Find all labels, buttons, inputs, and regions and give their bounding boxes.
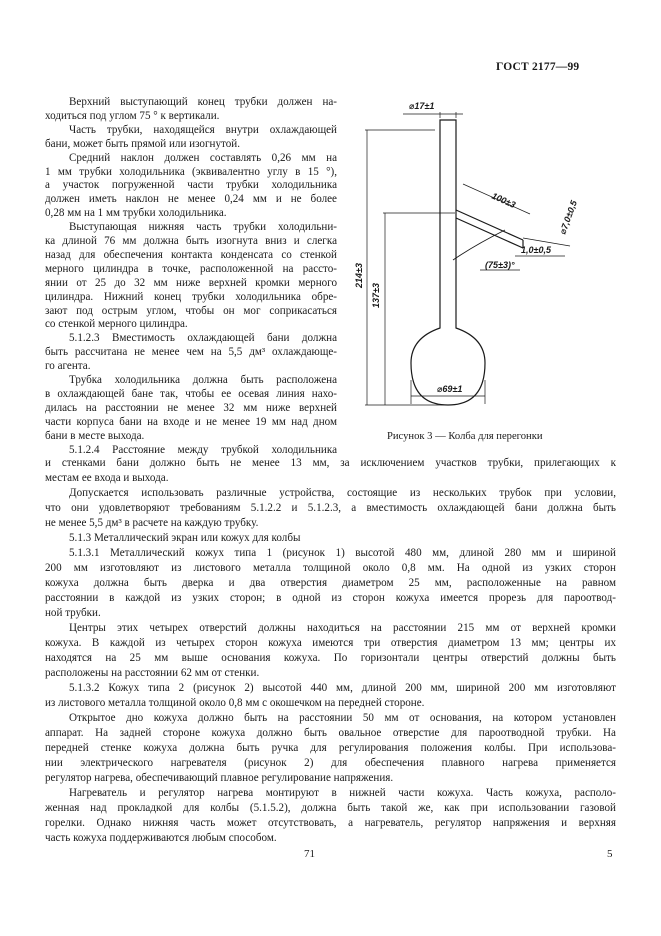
- side-arm: [456, 210, 523, 248]
- text-line: аппарат. На задней стороне кожуха должно быть овальное отверстие для пароотводной трубки. На: [45, 727, 616, 739]
- text-line: со стенкой мерного цилиндра.: [45, 318, 188, 331]
- text-line: находятся на 25 мм выше основания кожуха. По горизонтали центры отверстий должны быть: [45, 652, 616, 664]
- dim-neck-label: ⌀17±1: [409, 101, 435, 111]
- text-line: 5.1.3.1 Металлический кожух типа 1 (рисунок 1) высотой 480 мм, длиной 280 мм и шириной: [69, 547, 616, 559]
- text-line: Центры этих четырех отверстий должны находиться на расстоянии 215 мм от верхней кромки: [69, 622, 616, 634]
- text-line: расстоянии в каждой из узких сторон; в одной из сторон кожуха имеется прорезь для пароотвод-: [45, 592, 616, 604]
- text-line: назад для обеспечения контакта конденсата со стенкой: [45, 248, 337, 261]
- text-line: дилась на расстоянии не менее 32 мм ниже верхней: [45, 401, 337, 414]
- dim-side-height-label: 137±3: [371, 283, 381, 308]
- text-line: бани, может быть прямой или изогнутой.: [45, 137, 240, 150]
- dim-arm-diameter-label: ⌀7,0±0,5: [557, 199, 579, 236]
- text-line: расположены на расстоянии 62 мм от стенки.: [45, 667, 260, 679]
- text-line: Верхний выступающий конец трубки должен на-: [69, 96, 337, 108]
- text-line: 5.1.3.2 Кожух типа 2 (рисунок 2) высотой 440 мм, длиной 200 мм, шириной 200 мм изготовляют: [69, 682, 616, 694]
- text-line: 5.1.2.3 Вместимость охлаждающей бани должна: [69, 332, 337, 345]
- text-line: бани в месте выхода.: [45, 429, 145, 442]
- text-line: не менее 5,5 дм³ в расчете на каждую трубку.: [45, 517, 259, 529]
- figure-caption: Рисунок 3 — Колба для перегонки: [387, 431, 543, 442]
- text-line: а участок погруженной части трубки холодильника: [45, 179, 337, 192]
- standard-header: ГОСТ 2177—99: [496, 61, 580, 73]
- text-line: ходиться под углом 75 ° к вертикали.: [45, 109, 220, 122]
- text-line: мерного цилиндра в точке, расположенной на рассто-: [45, 262, 337, 275]
- text-line: ка длиной 76 мм должна быть изогнута вниз и слегка: [45, 235, 337, 247]
- text-line: Выступающая нижняя часть трубки холодильни-: [69, 221, 337, 234]
- dim-arm-length-label: 100±3: [490, 190, 518, 210]
- dim-angle-label: (75±3)°: [485, 260, 515, 270]
- page-number-center: 71: [304, 848, 315, 860]
- text-line: передней стенке кожуха должна быть ручка для регулирования положения колбы. При использова-: [45, 742, 616, 754]
- text-line: женная над прокладкой для колбы (5.1.5.2), должна быть такой же, как при использовании газовой: [45, 802, 616, 814]
- text-line: Нагреватель и регулятор нагрева монтируют в нижней части кожуха. Часть кожуха, располо-: [69, 787, 616, 799]
- text-line: цилиндра. Нижний конец трубки холодильника обре-: [45, 290, 337, 303]
- flask-drawing: [345, 80, 595, 440]
- text-line: Допускается использовать различные устройства, состоящие из нескольких трубок при условии,: [69, 487, 616, 499]
- dim-bulb-label: ⌀69±1: [437, 384, 463, 394]
- text-line: должен иметь наклон не менее 0,24 мм и не более: [45, 193, 337, 206]
- text-line: ной трубки.: [45, 607, 101, 619]
- text-line: 5.1.2.4 Расстояние между трубкой холодильника: [69, 443, 337, 456]
- text-line: регулятор нагрева, обеспечивающий плавное регулирование напряжения.: [45, 772, 394, 784]
- flask-outline: [411, 120, 485, 405]
- flask-figure: [345, 80, 595, 440]
- text-line: янии от 25 до 32 мм ниже верхней кромки мерного: [45, 276, 337, 289]
- text-line: кожуха должна быть дверка и два отверстия диаметром 25 мм, расположенные на равном: [45, 577, 616, 589]
- text-line: быть рассчитана не менее чем на 5,5 дм³ охлаждающе-: [45, 346, 337, 359]
- text-line: горелки. Однако нижняя часть может отсутствовать, а нагреватель, регулятор напряжения и верхняя: [45, 817, 616, 829]
- text-line: Часть трубки, находящейся внутри охлаждающей: [69, 123, 337, 136]
- text-line: и стенками бани должно быть не менее 13 мм, за исключением участков трубки, прилегающих к: [45, 457, 616, 469]
- text-line: 5.1.3 Металлический экран или кожух для колбы: [69, 532, 301, 544]
- text-line: кожуха. В каждой из четырех сторон кожуха имеются три отверстия диаметром 13 мм; центры их: [45, 637, 616, 649]
- text-line: 200 мм изготовляют из листового металла толщиной около 0,8 мм. На одной из узких сторон: [45, 562, 616, 574]
- dim-total-height-label: 214±3: [354, 263, 364, 288]
- text-line: го агента.: [45, 360, 91, 373]
- text-line: 1 мм трубки холодильника (эквивалентно углу в 15 °),: [45, 165, 337, 178]
- text-line: зают под острым углом, чтобы он мог соприкасаться: [45, 304, 337, 317]
- text-line: из листового металла толщиной около 0,8 мм с окошечком на передней стороне.: [45, 697, 425, 709]
- text-line: что они удовлетворяют требованиям 5.1.2.2 и 5.1.2.3, а вместимость охлаждающей бани должна быть: [45, 502, 616, 514]
- dim-wall-label: 1,0±0,5: [521, 245, 551, 255]
- text-line: часть кожуха поддерживаются любым способом.: [45, 832, 277, 844]
- text-line: 0,28 мм на 1 мм трубки холодильника.: [45, 207, 227, 220]
- text-line: Трубка холодильника должна быть расположена: [69, 374, 337, 386]
- text-line: местам ее входа и выхода.: [45, 472, 169, 484]
- text-line: нии электрического нагревателя (рисунок 2) для обеспечения плавного нагрева применяется: [45, 757, 616, 769]
- text-line: в охлаждающей бане так, чтобы ее осевая линия нахо-: [45, 387, 337, 400]
- text-line: Средний наклон должен составлять 0,26 мм на: [69, 151, 337, 164]
- text-line: Открытое дно кожуха должно быть на расстоянии 50 мм от основания, на котором установлен: [69, 712, 616, 724]
- page-number-right: 5: [607, 848, 613, 860]
- text-line: части корпуса бани на входе и не менее 19 мм над дном: [45, 415, 337, 428]
